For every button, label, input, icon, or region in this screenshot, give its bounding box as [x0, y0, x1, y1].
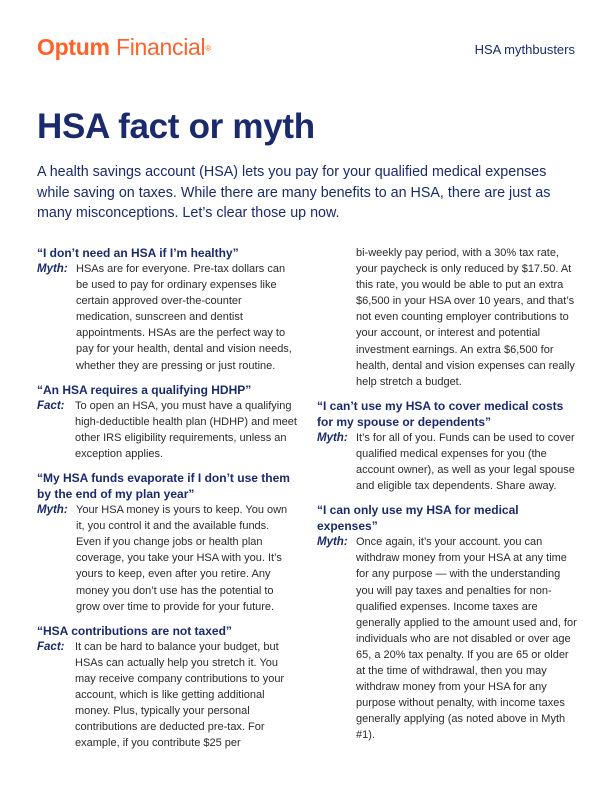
myth-title: “An HSA requires a qualifying HDHP” — [37, 382, 252, 397]
myth-title: “My HSA funds evaporate if I don’t use them by the end of my plan year” — [37, 471, 290, 502]
optum-financial-logo — [37, 34, 211, 60]
myth-label: Myth: — [317, 431, 348, 444]
myth-title: “I can only use my HSA for medical expenses” — [317, 503, 519, 534]
myth-block — [317, 398, 577, 494]
myth-text: It’s for all of you. Funds can be used to cover qualified medical expenses for you (the account owner), as well as your legal spouse and eligible tax dependents. Share away. — [356, 431, 575, 493]
myth-label: Myth: — [37, 263, 68, 275]
fact-entry — [37, 398, 297, 462]
myth-block — [317, 502, 577, 743]
fact-text: To open an HSA, you must have a qualifying high-deductible health plan (HDHP) and meet other IRS eligibility requirements, unless an exception applies. — [75, 399, 297, 460]
myth-title: “I can’t use my HSA to cover medical costs for my spouse or dependents” — [317, 398, 564, 429]
myth-entry — [317, 430, 577, 494]
page-title: HSA fact or myth — [37, 107, 315, 146]
intro-paragraph: A health savings account (HSA) lets you pay for your qualified medical expenses while saving on taxes. While there are many benefits to an HSA, there are just as many misconceptions. Let’s clear those up now. — [37, 164, 551, 222]
myth-text: HSAs are for everyone. Pre-tax dollars can be used to pay for ordinary expenses like certain approved over-the-counter medication, sunscreen and dentist appointments. HSAs are the perfect way to pay for your health, dental and vision needs, whether they are pressing or just routine. — [76, 263, 292, 372]
fact-text: It can be hard to balance your budget, but HSAs can actually help you stretch it. You may receive company contributions to your account, which is like getting additional money. Plus, typically your personal contributions are deducted pre-tax. For example, if you contribute $25 per — [75, 640, 285, 750]
myth-title: “HSA contributions are not taxed” — [37, 623, 232, 638]
myth-text: Once again, it’s your account. you can withdraw money from your HSA at any time for any purpose — with the understanding you will pay taxes and penalties for non-qualified expenses. Income taxes are generally applied to the amount used and, for individuals who are not disabled or over age 65, a 20% tax penalty. If you are 65 or older at the time of withdrawal, then you may withdraw money from your HSA for any purpose without penalty, with income taxes generally applying (as noted above in Myth #1). — [356, 536, 577, 742]
myth-label: Myth: — [37, 504, 68, 517]
myth-title: “I don’t need an HSA if I’m healthy” — [37, 246, 239, 260]
fact-block — [37, 382, 297, 462]
page-header — [37, 34, 577, 64]
fact-label: Fact: — [37, 640, 65, 653]
fact-entry — [37, 639, 297, 752]
fact-block — [37, 623, 297, 752]
right-column — [317, 245, 577, 751]
myth-block — [37, 470, 297, 615]
myth-text: Your HSA money is yours to keep. You own it, you control it and the available funds. Even if you change jobs or health plan coverage, you take your HSA with you. It’s yours to keep, even after you retire. Any money you don’t use has the potential to grow over time to provide for your future. — [76, 504, 288, 613]
fact-label: Fact: — [37, 399, 65, 412]
myth-block — [37, 245, 297, 374]
left-column — [37, 245, 297, 759]
logo-word-financial: Financial — [116, 34, 206, 60]
continued-text: bi-weekly pay period, with a 30% tax rate, your paycheck is only reduced by $17.50. At this rate, you would be able to put an extra $6,500 in your HSA over 10 years, and that’s not even counting employer contributions to your account, or interest and potential investment earnings. An extra $6,500 for health, dental and vision expenses can really help stretch a budget. — [356, 247, 575, 388]
logo-registered-mark: ® — [205, 44, 212, 53]
myth-entry — [37, 261, 297, 374]
section-label: HSA mythbusters — [474, 42, 575, 57]
myth-entry — [37, 502, 297, 615]
logo-word-optum: Optum — [37, 34, 110, 60]
myth-label: Myth: — [317, 536, 348, 549]
myth-entry — [317, 534, 577, 743]
